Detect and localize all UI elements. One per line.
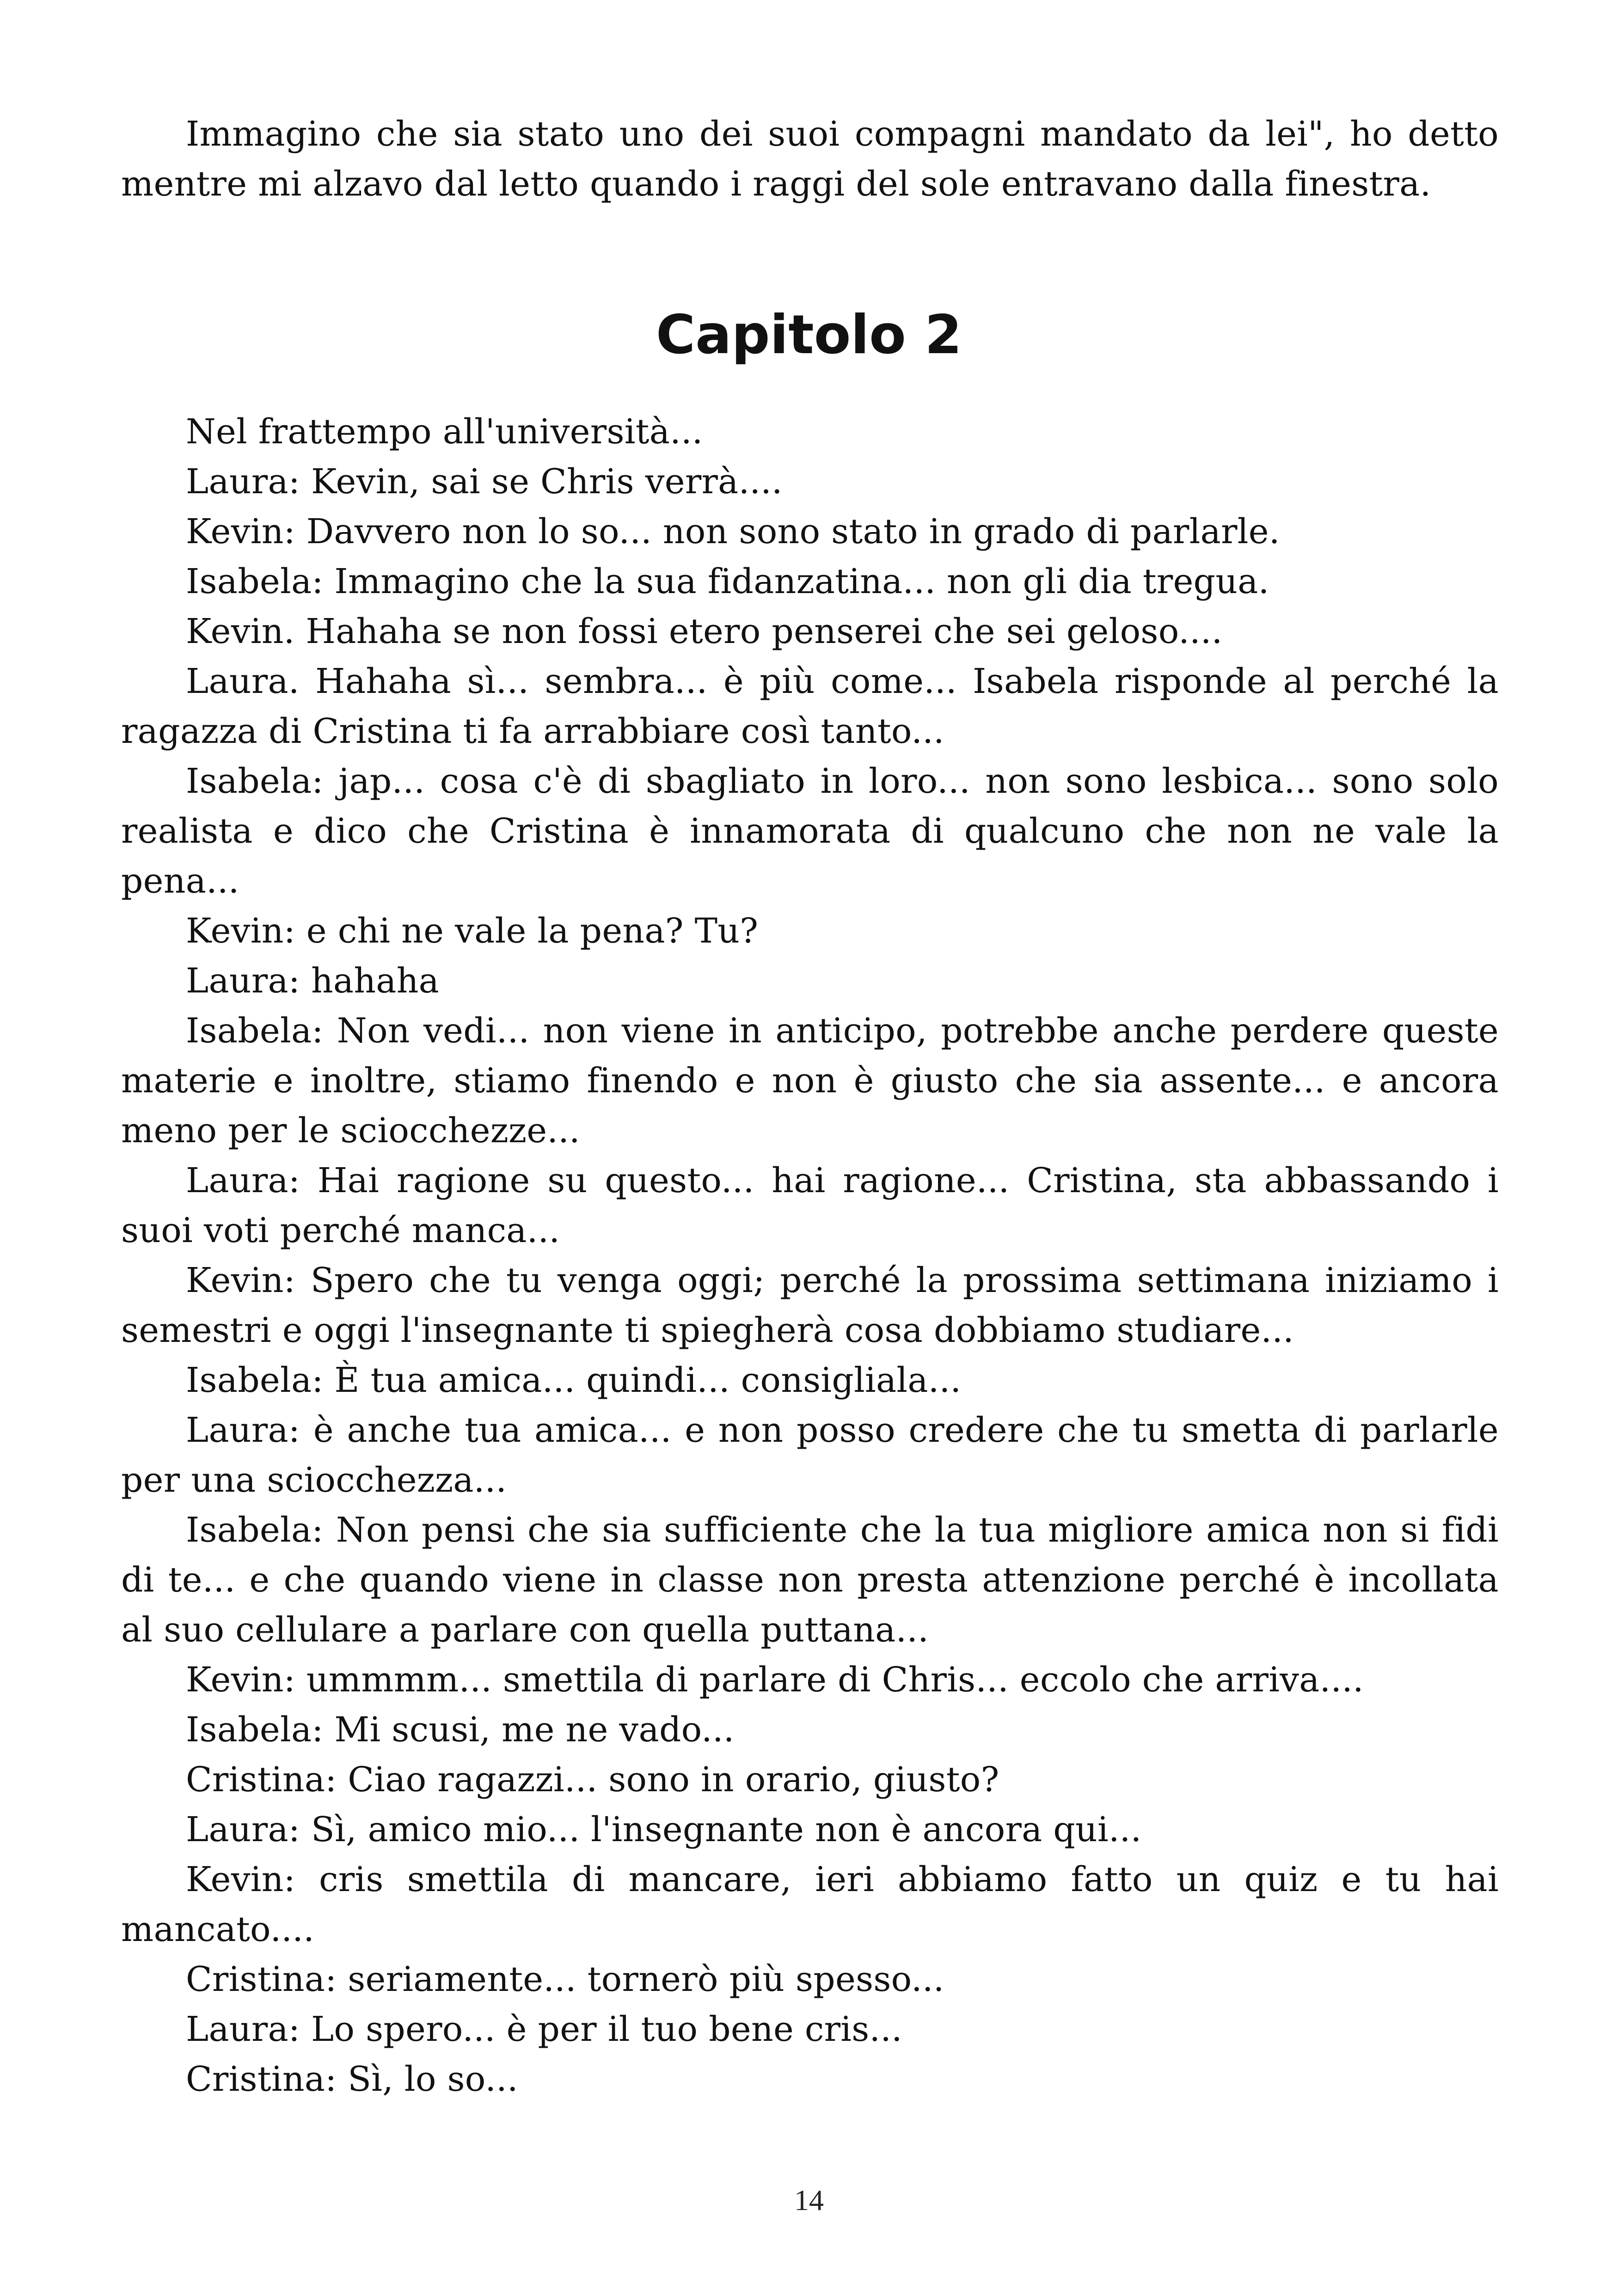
paragraph: Isabela: Non pensi che sia sufficiente che la tua migliore amica non si fidi di te... e che quando viene in classe non presta attenzione perché è incollata al suo cellulare a parlare con quella puttana... bbox=[121, 1510, 1499, 1650]
paragraph: Cristina: seriamente... tornerò più spesso... bbox=[186, 1959, 944, 1999]
paragraph: Isabela: jap... cosa c'è di sbagliato in loro... non sono lesbica... sono solo realista e dico che Cristina è innamorata di qualcuno che non ne vale la pena... bbox=[121, 761, 1499, 901]
paragraph: Laura: Lo spero... è per il tuo bene cris... bbox=[186, 2009, 903, 2049]
paragraph: Laura: Kevin, sai se Chris verrà.... bbox=[186, 462, 783, 502]
chapter-body bbox=[121, 407, 1499, 2104]
paragraph: Kevin: Davvero non lo so... non sono stato in grado di parlarle. bbox=[186, 512, 1280, 551]
chapter-title: Capitolo 2 bbox=[656, 304, 962, 366]
paragraph: Laura: è anche tua amica... e non posso credere che tu smetta di parlarle per una sciocchezza... bbox=[121, 1410, 1499, 1500]
paragraph: Isabela: Non vedi... non viene in anticipo, potrebbe anche perdere queste materie e inoltre, stiamo finendo e non è giusto che sia assente... e ancora meno per le sciocchezze... bbox=[121, 1011, 1499, 1151]
intro-paragraph: Immagino che sia stato uno dei suoi compagni mandato da lei", ho detto mentre mi alzavo dal letto quando i raggi del sole entravano dalla finestra. bbox=[121, 114, 1499, 204]
paragraph: Kevin: e chi ne vale la pena? Tu? bbox=[186, 911, 759, 951]
paragraph: Laura: hahaha bbox=[186, 961, 440, 1001]
paragraph: Cristina: Sì, lo so... bbox=[186, 2059, 518, 2099]
paragraph: Kevin: Spero che tu venga oggi; perché la prossima settimana iniziamo i semestri e oggi l'insegnante ti spiegherà cosa dobbiamo studiare... bbox=[121, 1261, 1499, 1350]
paragraph: Isabela: Mi scusi, me ne vado... bbox=[186, 1710, 735, 1750]
paragraph: Laura. Hahaha sì... sembra... è più come... Isabela risponde al perché la ragazza di Cristina ti fa arrabbiare così tanto... bbox=[121, 661, 1499, 751]
page-number: 14 bbox=[794, 2184, 824, 2216]
paragraph: Isabela: Immagino che la sua fidanzatina... non gli dia tregua. bbox=[186, 562, 1269, 601]
paragraph: Laura: Hai ragione su questo... hai ragione... Cristina, sta abbassando i suoi voti perché manca... bbox=[121, 1161, 1499, 1250]
intro-text bbox=[121, 109, 1499, 209]
paragraph: Laura: Sì, amico mio... l'insegnante non è ancora qui... bbox=[186, 1810, 1142, 1849]
paragraph: Nel frattempo all'università... bbox=[186, 412, 703, 452]
paragraph: Cristina: Ciao ragazzi... sono in orario, giusto? bbox=[186, 1760, 999, 1800]
paragraph: Kevin: ummmm... smettila di parlare di Chris... eccolo che arriva.... bbox=[186, 1660, 1364, 1700]
paragraph: Isabela: È tua amica... quindi... consigliala... bbox=[186, 1360, 962, 1400]
paragraph: Kevin: cris smettila di mancare, ieri abbiamo fatto un quiz e tu hai mancato.... bbox=[121, 1860, 1499, 1949]
paragraph: Kevin. Hahaha se non fossi etero penserei che sei geloso.... bbox=[186, 612, 1223, 651]
